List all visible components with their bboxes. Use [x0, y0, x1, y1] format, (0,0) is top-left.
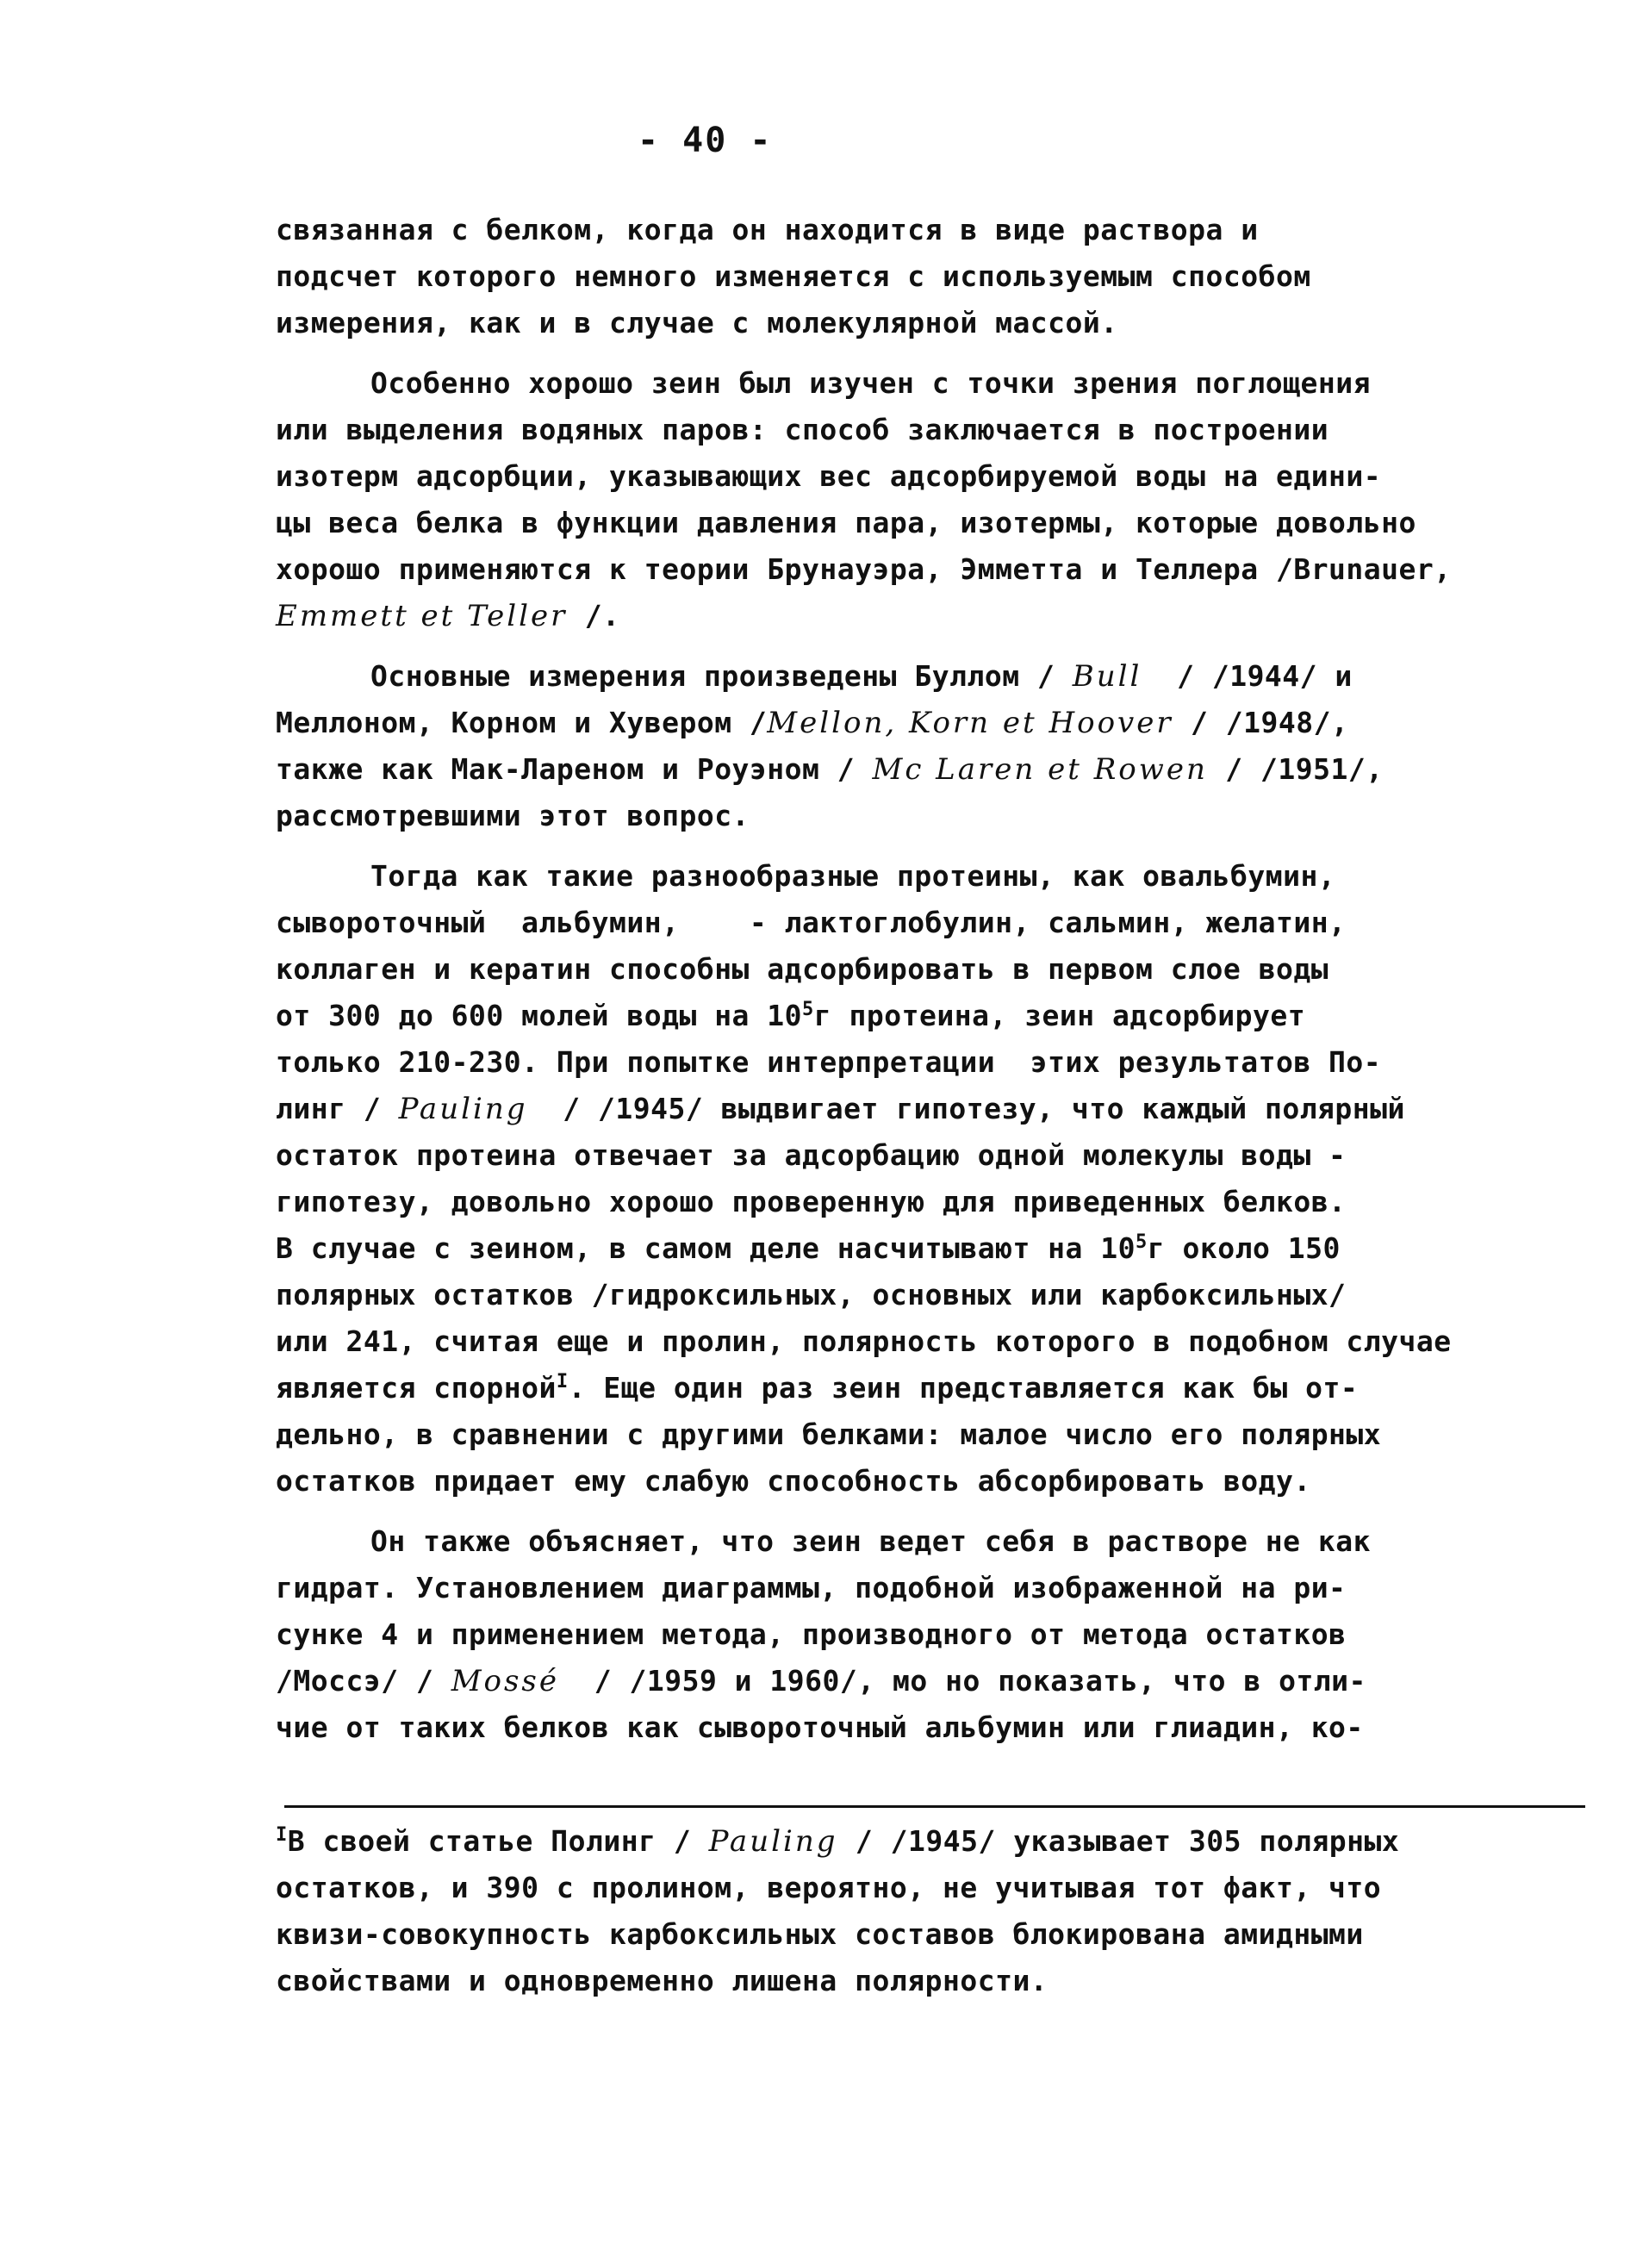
text-line: изотерм адсорбции, указывающих вес адсорбируемой воды на едини- — [276, 459, 1382, 493]
text-line: линг / Pauling / /1945/ выдвигает гипотезу, что каждый полярный — [276, 1092, 1405, 1126]
handwritten-annotation: Bull — [1072, 659, 1142, 694]
text-line: Основные измерения произведены Буллом / Bull / /1944/ и — [370, 659, 1353, 694]
text-line: или выделения водяных паров: способ заключается в построении — [276, 413, 1329, 446]
text-line: подсчет которого немного изменяется с используемым способом — [276, 259, 1311, 293]
footnote-line: остатков, и 390 с пролином, вероятно, не учитывая тот факт, что — [276, 1871, 1382, 1904]
text-line: является спорной$^I$. Еще один раз зеин представляется как бы от- — [276, 1371, 1359, 1405]
page-number: - 40 - — [638, 121, 773, 160]
text-line: коллаген и кератин способны адсорбировать в первом слое воды — [276, 952, 1329, 986]
text-line: Меллоном, Корном и Хувером /Mellon, Korn et Hoover / /1948/, — [276, 706, 1349, 740]
text-line: или 241, считая еще и пролин, полярность которого в подобном случае — [276, 1324, 1452, 1358]
handwritten-annotation: Mellon, Korn et Hoover — [767, 706, 1173, 740]
text-line: В случае с зеином, в самом деле насчитывают на $10^5г$ около 150 — [276, 1231, 1341, 1265]
footnote-line: свойствами и одновременно лишена полярности. — [276, 1964, 1049, 1997]
text-line: остаток протеина отвечает за адсорбацию одной молекулы воды - — [276, 1138, 1347, 1172]
text-line: Особенно хорошо зеин был изучен с точки зрения поглощения — [370, 366, 1371, 400]
text-line: остатков придает ему слабую способность абсорбировать воду. — [276, 1464, 1311, 1498]
text-line: сунке 4 и применением метода, производного от метода остатков — [276, 1617, 1347, 1651]
text-line: только 210-230. При попытке интерпретации этих результатов По- — [276, 1045, 1382, 1079]
handwritten-annotation: Mc Laren et Rowen — [872, 752, 1208, 787]
text-line: связанная с белком, когда он находится в виде раствора и — [276, 213, 1259, 246]
footnote-reference: I — [556, 1371, 569, 1393]
text-line: гидрат. Установлением диаграммы, подобной изображенной на ри- — [276, 1571, 1347, 1604]
footnote-divider — [284, 1805, 1585, 1808]
text-line: от 300 до 600 молей воды на $10^5г$ протеина, зеин адсорбирует — [276, 999, 1306, 1032]
text-line: рассмотревшими этот вопрос. — [276, 799, 750, 832]
text-line: полярных остатков /гидроксильных, основных или карбоксильных/ — [276, 1278, 1347, 1312]
text-line: гипотезу, довольно хорошо проверенную для приведенных белков. — [276, 1185, 1347, 1218]
footnote-marker: I — [276, 1824, 288, 1846]
text-line: хорошо применяются к теории Брунауэра, Эмметта и Теллера /Brunauer, — [276, 552, 1452, 586]
footnote-line: $^I$В своей статье Полинг / Pauling / /1945/ указывает 305 полярных — [276, 1824, 1400, 1859]
text-line: цы веса белка в функции давления пара, изотермы, которые довольно — [276, 506, 1416, 539]
text-line: сывороточный альбумин, - лактоглобулин, сальмин, желатин, — [276, 906, 1347, 939]
handwritten-annotation: Mossé — [451, 1664, 559, 1698]
handwritten-annotation: Pauling — [398, 1092, 528, 1126]
text-line: дельно, в сравнении с другими белками: малое число его полярных — [276, 1418, 1382, 1451]
text-line: Emmett et Teller /. — [276, 599, 620, 633]
text-line: измерения, как и в случае с молекулярной массой. — [276, 306, 1118, 340]
footnote-line: квизи-совокупность карбоксильных составов блокирована амидными — [276, 1917, 1364, 1951]
text-line: Тогда как такие разнообразные протеины, как овальбумин, — [370, 859, 1336, 893]
body-text — [276, 207, 1620, 1751]
text-line: /Моссэ/ / Mossé / /1959 и 1960/, мо но показать, что в отли- — [276, 1664, 1366, 1698]
text-line: чие от таких белков как сывороточный альбумин или глиадин, ко- — [276, 1710, 1364, 1744]
handwritten-annotation: Emmett et Teller — [276, 599, 568, 633]
handwritten-annotation: Pauling — [708, 1824, 838, 1859]
footnote — [276, 1818, 1620, 2004]
text-line: Он также объясняет, что зеин ведет себя в растворе не как — [370, 1524, 1371, 1558]
text-line: также как Мак-Лареном и Роуэном / Mc Laren et Rowen / /1951/, — [276, 752, 1384, 787]
